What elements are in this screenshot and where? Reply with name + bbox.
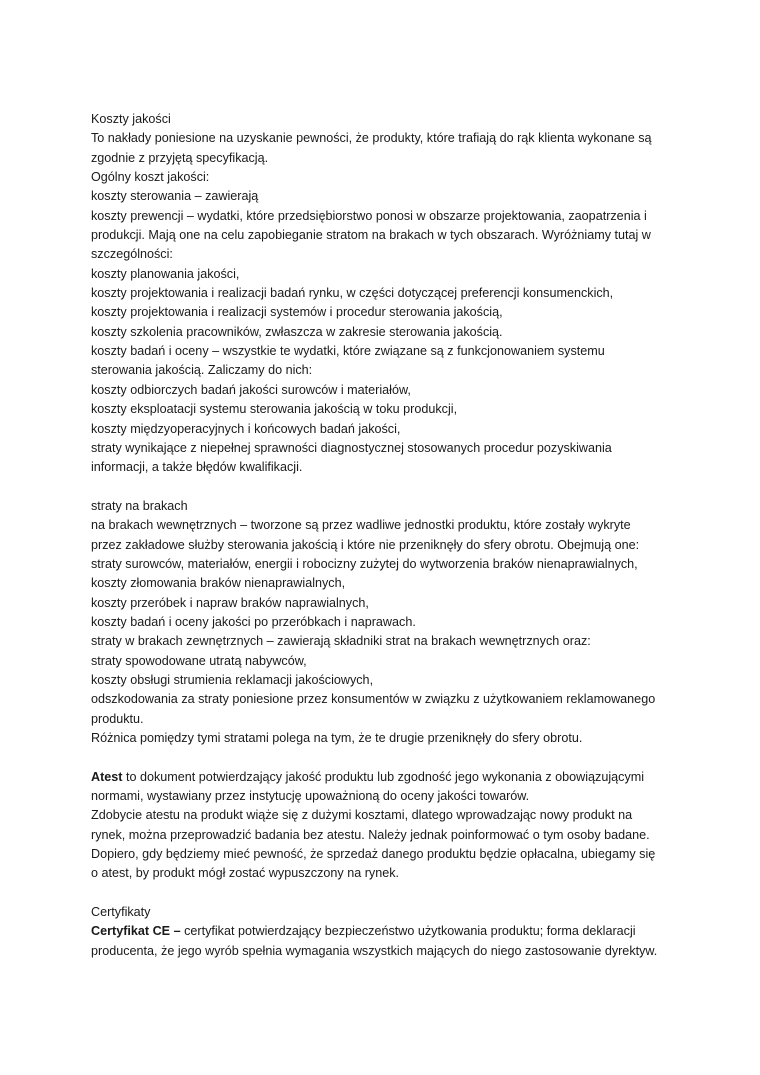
- paragraph-line: przez zakładowe służby sterowania jakością i które nie przeniknęły do sfery obrotu. Obejmują one:: [91, 537, 640, 552]
- paragraph-line: To nakłady poniesione na uzyskanie pewności, że produkty, które trafiają do rąk klienta wykonane są: [91, 131, 652, 146]
- section-title: straty na brakach: [91, 498, 188, 513]
- list-item: koszty eksploatacji systemu sterowania jakością w toku produkcji,: [91, 402, 458, 417]
- paragraph-line: Ogólny koszt jakości:: [91, 170, 210, 185]
- paragraph-line: sterowania jakością. Zaliczamy do nich:: [91, 363, 313, 378]
- paragraph-text: certyfikat potwierdzający bezpieczeństwo użytkowania produktu; forma deklaracji: [180, 924, 636, 939]
- paragraph-line: rynek, można przeprowadzić badania bez atestu. Należy jednak poinformować o tym osoby badane.: [91, 827, 650, 842]
- list-item: koszty badań i oceny jakości po przeróbkach i naprawach.: [91, 614, 416, 629]
- list-item: koszty przeróbek i napraw braków naprawialnych,: [91, 595, 369, 610]
- paragraph-line: produkcji. Mają one na celu zapobieganie stratom na brakach w tych obszarach. Wyróżniamy tutaj w: [91, 228, 651, 243]
- paragraph-gap: [91, 884, 680, 903]
- paragraph-line: informacji, a także błędów kwalifikacji.: [91, 460, 303, 475]
- list-item: koszty międzyoperacyjnych i końcowych badań jakości,: [91, 421, 401, 436]
- term-certyfikat-ce: Certyfikat CE –: [91, 924, 181, 939]
- list-item: koszty szkolenia pracowników, zwłaszcza w zakresie sterowania jakością.: [91, 324, 503, 339]
- section-certyfikaty: [91, 903, 680, 961]
- term-atest: Atest: [91, 769, 123, 784]
- list-item: straty spowodowane utratą nabywców,: [91, 653, 307, 668]
- section-straty-na-brakach: [91, 497, 680, 748]
- paragraph-line: [91, 922, 680, 941]
- paragraph-gap: [91, 478, 680, 497]
- paragraph-line: producenta, że jego wyrób spełnia wymagania wszystkich mających do niego zastosowanie dyrektyw.: [91, 943, 658, 958]
- paragraph-line: koszty sterowania – zawierają: [91, 189, 259, 204]
- section-atest: [91, 768, 680, 884]
- paragraph-line: o atest, by produkt mógł zostać wypuszczony na rynek.: [91, 866, 399, 881]
- paragraph-line: koszty prewencji – wydatki, które przedsiębiorstwo ponosi w obszarze projektowania, zaopatrzenia i: [91, 208, 647, 223]
- paragraph-gap: [91, 748, 680, 767]
- paragraph-line: Dopiero, gdy będziemy mieć pewność, że sprzedaż danego produktu będzie opłacalna, ubiegamy się: [91, 847, 656, 862]
- list-item: koszty obsługi strumienia reklamacji jakościowych,: [91, 672, 374, 687]
- list-item: odszkodowania za straty poniesione przez konsumentów w związku z użytkowaniem reklamowanego: [91, 692, 656, 707]
- paragraph-line: produktu.: [91, 711, 144, 726]
- paragraph-line: szczególności:: [91, 247, 173, 262]
- paragraph-line: [91, 768, 680, 787]
- paragraph-text: to dokument potwierdzający jakość produktu lub zgodność jego wykonania z obowiązującymi: [122, 769, 645, 784]
- paragraph-line: zgodnie z przyjętą specyfikacją.: [91, 150, 269, 165]
- list-item: koszty projektowania i realizacji badań rynku, w części dotyczącej preferencji konsumenckich,: [91, 286, 614, 301]
- list-item: koszty projektowania i realizacji systemów i procedur sterowania jakością,: [91, 305, 503, 320]
- paragraph-line: Zdobycie atestu na produkt wiąże się z dużymi kosztami, dlatego wprowadzając nowy produkt na: [91, 808, 633, 823]
- list-item: koszty planowania jakości,: [91, 266, 240, 281]
- paragraph-line: koszty badań i oceny – wszystkie te wydatki, które związane są z funkcjonowaniem systemu: [91, 344, 605, 359]
- paragraph-line: Różnica pomiędzy tymi stratami polega na tym, że te drugie przeniknęły do sfery obrotu.: [91, 731, 583, 745]
- list-item: koszty odbiorczych badań jakości surowców i materiałów,: [91, 382, 411, 397]
- list-item: straty surowców, materiałów, energii i robocizny zużytej do wytworzenia braków nienaprawialnych,: [91, 556, 638, 571]
- section-title: Koszty jakości: [91, 112, 171, 126]
- list-item: straty wynikające z niepełnej sprawności diagnostycznej stosowanych procedur pozyskiwania: [91, 440, 612, 455]
- paragraph-line: straty w brakach zewnętrznych – zawierają składniki strat na brakach wewnętrznych oraz:: [91, 634, 591, 649]
- section-title: Certyfikaty: [91, 905, 151, 920]
- section-koszty-jakosci: [91, 110, 680, 478]
- paragraph-line: na brakach wewnętrznych – tworzone są przez wadliwe jednostki produktu, które zostały wykryte: [91, 518, 631, 533]
- paragraph-line: normami, wystawiany przez instytucję upoważnioną do oceny jakości towarów.: [91, 789, 530, 804]
- list-item: koszty złomowania braków nienaprawialnych,: [91, 576, 346, 591]
